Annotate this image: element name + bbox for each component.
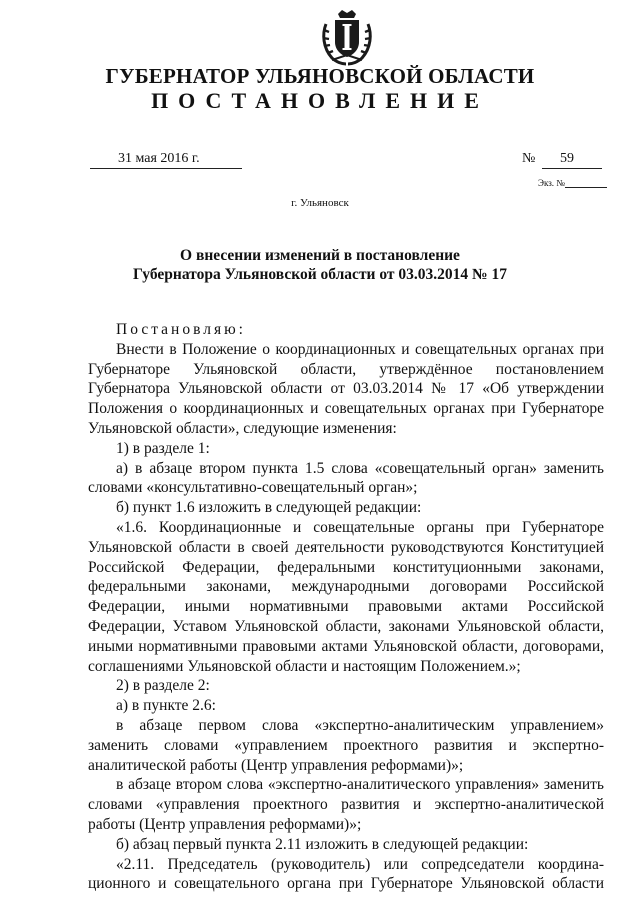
paragraph-line: «2.11. Председатель (руководитель) или сопредседатели координа-: [116, 855, 604, 873]
copy-line: [565, 179, 607, 188]
document-title-line1: О внесении изменений в постановление: [180, 247, 460, 264]
paragraph: б) пункт 1.6 изложить в следующей редакции:: [116, 499, 422, 517]
paragraph: б) абзац первый пункта 2.11 изложить в следующей редакции:: [116, 835, 529, 853]
city: г. Ульяновск: [291, 197, 349, 209]
paragraph: в абзаце первом слова «экспертно-аналитическим управлением» заменить словами «управлением проектного развития и экспертно-аналитической работы (Центр управления реформами)»;: [88, 716, 604, 774]
number-label: №: [522, 151, 536, 166]
decree-word: Постановляю:: [116, 321, 246, 338]
paragraph: «1.6. Координационные и совещательные органы при Губернаторе Ульяновской области в своей деятельности руководствуются Конституцией Российской Федерации, федеральными конституционными законами, федеральными законами, международными договорами Российской Федерации, иными нормативными правовыми актами Российской Федерации, Уставом Ульяновской области, законами Ульяновской области, иными нормативными правовыми актами Ульяновской области, договорами, соглашениями Ульяновской области и настоящим Положением.»;: [88, 518, 604, 675]
issuer-title: ГУБЕРНАТОР УЛЬЯНОВСКОЙ ОБЛАСТИ: [105, 64, 535, 88]
paragraph: а) в абзаце втором пункта 1.5 слова «совещательный орган» заменить словами «консультативно-совещательный орган»;: [88, 459, 604, 497]
document-number: [522, 150, 602, 169]
paragraph-line: ционного и совещательного органа при Губернаторе Ульяновской области: [88, 875, 604, 893]
coat-of-arms-icon: [318, 8, 376, 66]
paragraph: в абзаце втором слова «экспертно-аналитического управления» заменить словами «управления проектного развития и экспертно-аналитической работы (Центр управления реформами)»;: [88, 776, 604, 833]
document-title-line2: Губернатора Ульяновской области от 03.03.2014 № 17: [133, 266, 507, 283]
document-date: 31 мая 2016 г.: [90, 150, 242, 169]
paragraph: а) в пункте 2.6:: [116, 697, 216, 715]
paragraph: Внести в Положение о координационных и совещательных органах при Губернаторе Ульяновской области, утверждённое постановлением Губернатора Ульяновской области от 03.03.2014 № 17 «Об утверждении Положения о координационных и совещательных органах при Губернаторе Ульяновской области», следующие изменения:: [88, 340, 604, 437]
document-title: [60, 246, 580, 284]
paragraph: 1) в разделе 1:: [116, 439, 210, 457]
paragraph: 2) в разделе 2:: [116, 677, 210, 695]
copy-number: [538, 178, 607, 188]
document-body: [88, 320, 604, 894]
number-value: 59: [542, 150, 602, 169]
document-type: ПОСТАНОВЛЕНИЕ: [151, 88, 489, 113]
copy-label: Экз. №: [538, 178, 565, 188]
